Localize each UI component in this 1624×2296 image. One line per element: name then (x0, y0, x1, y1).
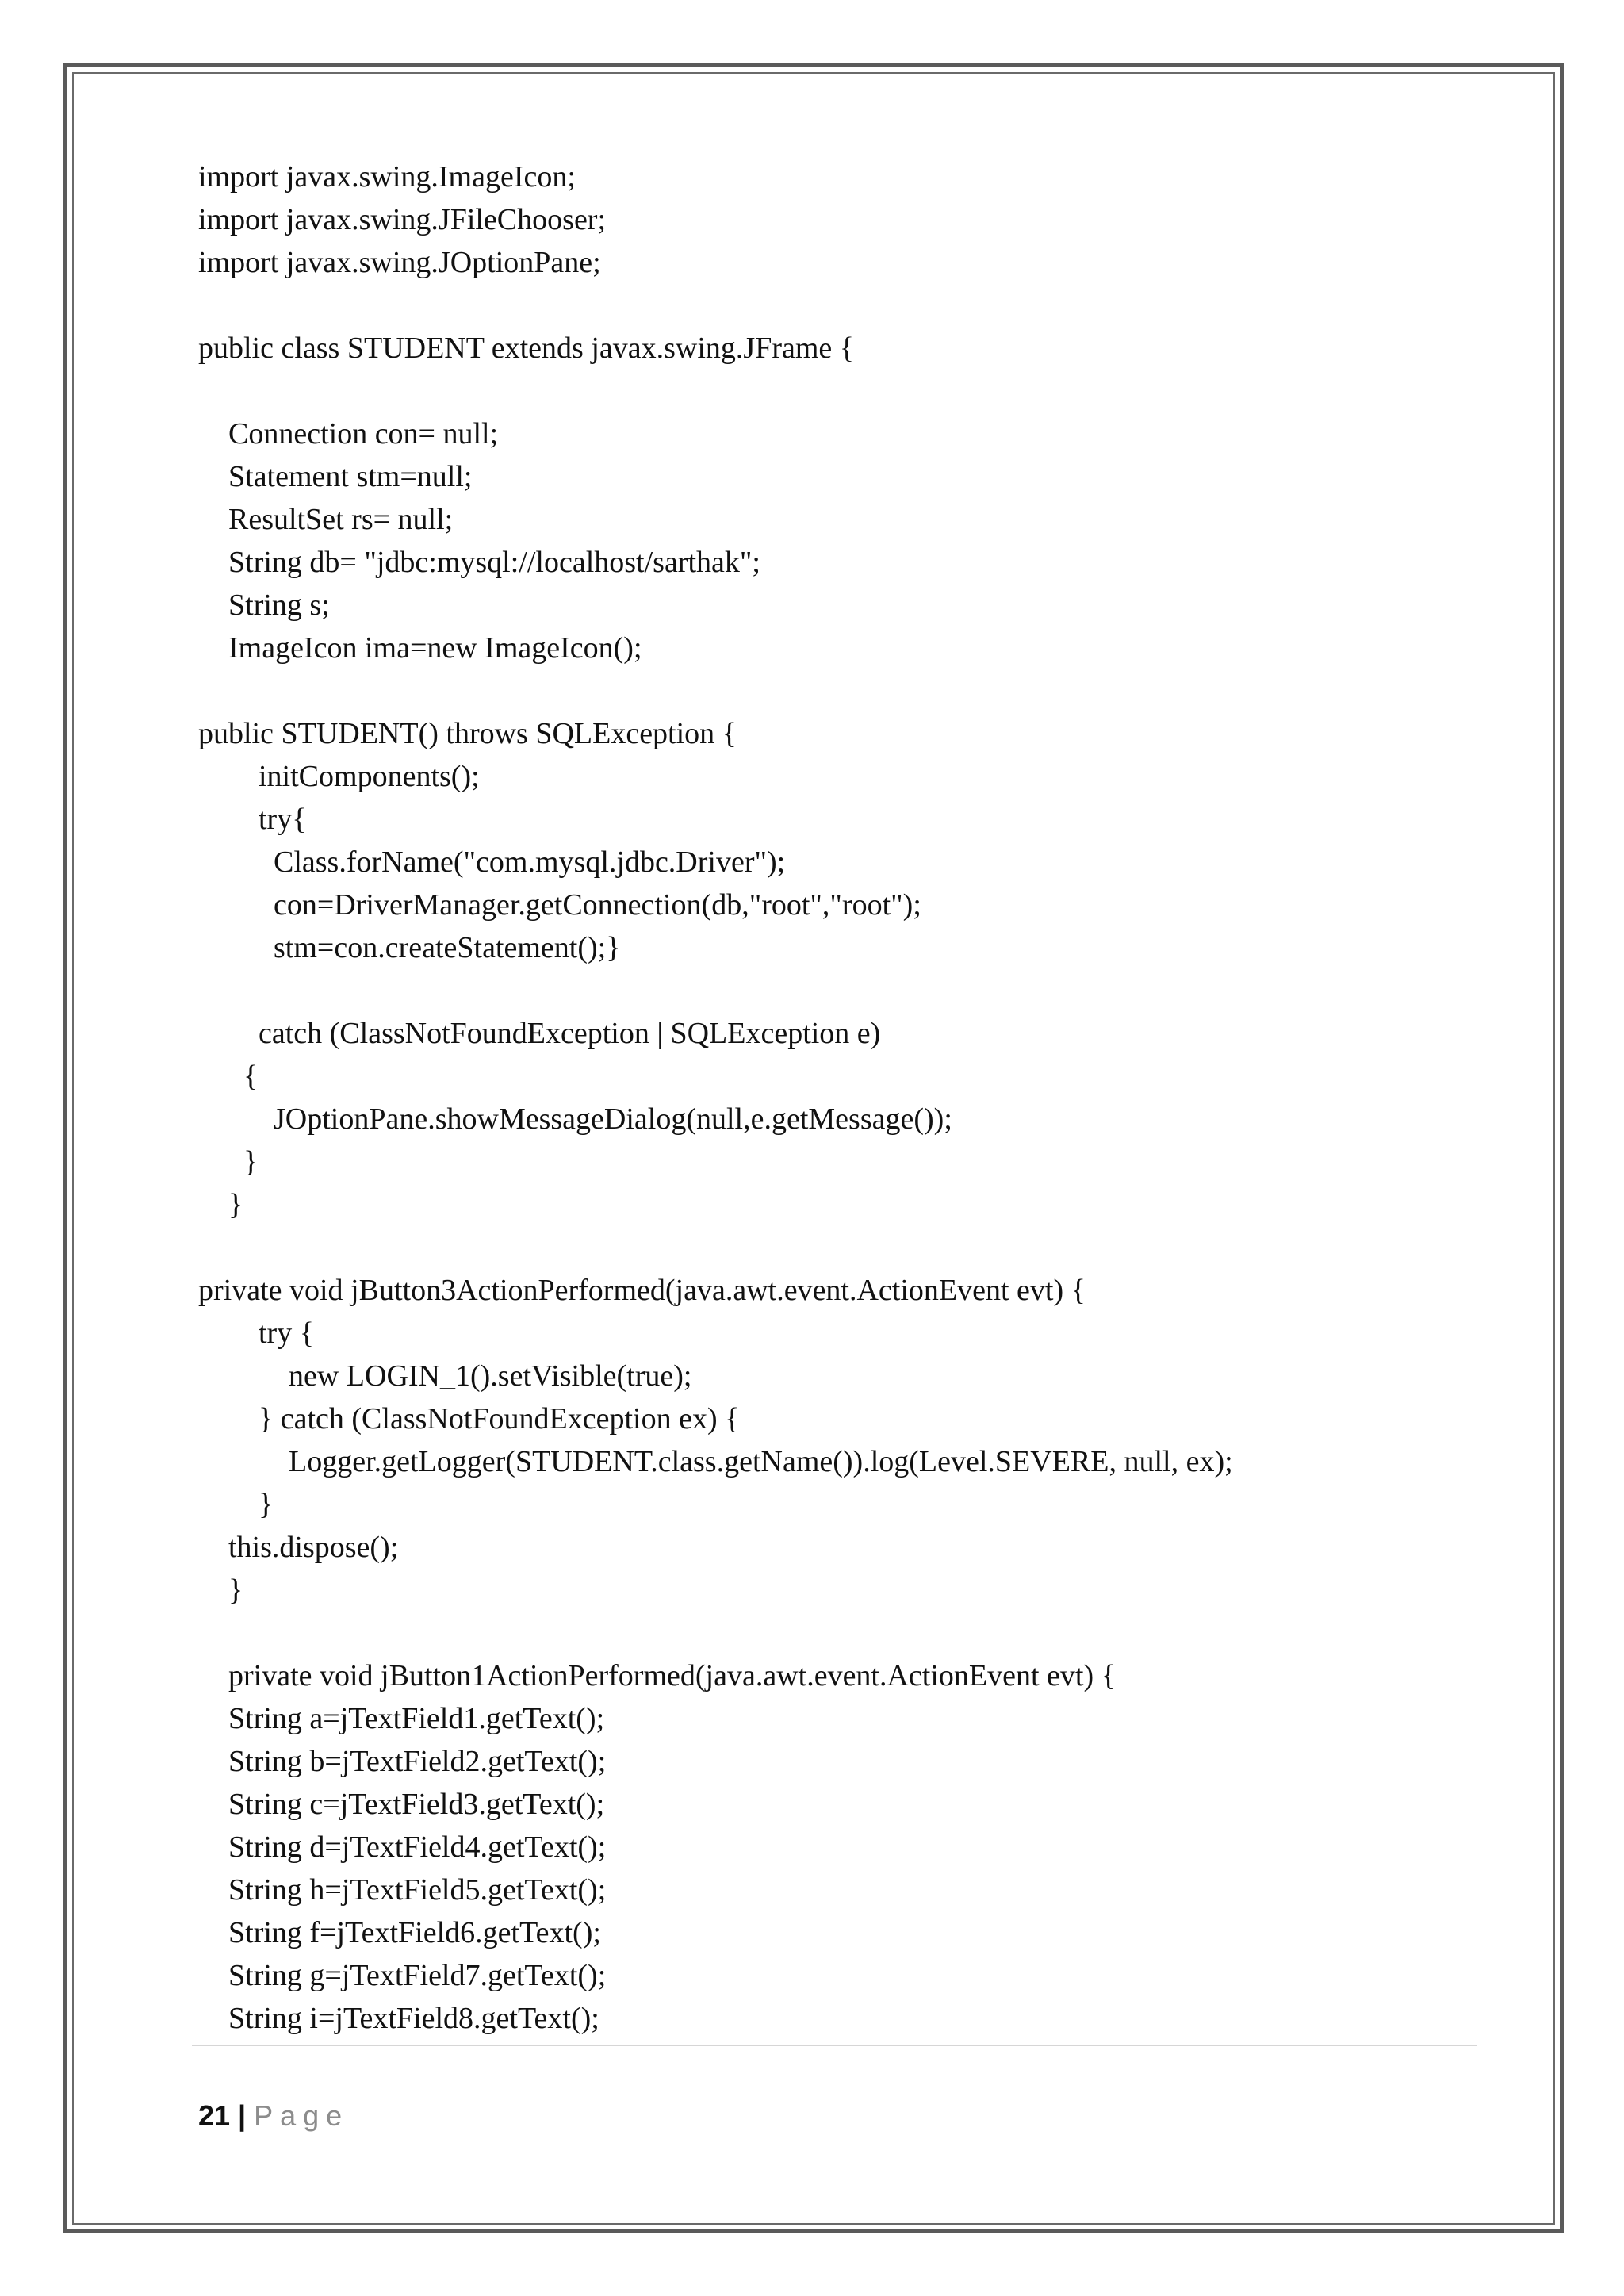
code-line (198, 370, 1483, 412)
code-line: } (198, 1488, 274, 1521)
code-line (198, 1226, 1483, 1269)
code-listing (198, 155, 1483, 2040)
code-line: public class STUDENT extends javax.swing.JFrame { (198, 332, 855, 365)
code-line: import javax.swing.ImageIcon; (198, 160, 576, 194)
code-line: import javax.swing.JOptionPane; (198, 246, 601, 279)
code-line: { (198, 1060, 259, 1093)
code-line: private void jButton1ActionPerformed(java.awt.event.ActionEvent evt) { (198, 1659, 1116, 1692)
code-line: private void jButton3ActionPerformed(java.awt.event.ActionEvent evt) { (198, 1274, 1086, 1307)
footer-divider (192, 2045, 1477, 2046)
code-line: this.dispose(); (198, 1531, 399, 1564)
code-line: import javax.swing.JFileChooser; (198, 203, 607, 236)
code-line: ResultSet rs= null; (198, 503, 454, 536)
code-line: catch (ClassNotFoundException | SQLException e) (198, 1017, 881, 1050)
code-line: Class.forName("com.mysql.jdbc.Driver"); (198, 845, 786, 879)
code-line: stm=con.createStatement();} (198, 931, 621, 964)
code-line: Statement stm=null; (198, 460, 473, 493)
code-line: ImageIcon ima=new ImageIcon(); (198, 631, 642, 665)
code-line: String f=jTextField6.getText(); (198, 1916, 601, 1949)
code-line: Logger.getLogger(STUDENT.class.getName()).log(Level.SEVERE, null, ex); (198, 1445, 1233, 1478)
code-line (198, 669, 1483, 712)
code-line: } (198, 1188, 243, 1221)
code-line: initComponents(); (198, 760, 480, 793)
code-line: new LOGIN_1().setVisible(true); (198, 1359, 692, 1393)
code-line: String g=jTextField7.getText(); (198, 1959, 607, 1992)
code-line: String c=jTextField3.getText(); (198, 1788, 605, 1821)
code-line: String db= "jdbc:mysql://localhost/sarthak"; (198, 546, 760, 579)
code-line: } catch (ClassNotFoundException ex) { (198, 1402, 740, 1435)
code-line: String d=jTextField4.getText(); (198, 1830, 607, 1864)
code-line: String s; (198, 588, 330, 622)
code-line: try{ (198, 803, 307, 836)
code-line (198, 1612, 1483, 1654)
code-line: } (198, 1145, 259, 1179)
code-line: } (198, 1573, 243, 1607)
footer-separator: | (230, 2099, 255, 2132)
page-footer (198, 2099, 349, 2133)
code-line: String a=jTextField1.getText(); (198, 1702, 605, 1735)
code-line: String h=jTextField5.getText(); (198, 1873, 607, 1907)
code-line: JOptionPane.showMessageDialog(null,e.getMessage()); (198, 1102, 952, 1136)
code-line (198, 969, 1483, 1012)
code-line: con=DriverManager.getConnection(db,"root","root"); (198, 888, 921, 922)
page-label: Page (254, 2099, 350, 2132)
code-line: try { (198, 1317, 314, 1350)
code-line: public STUDENT() throws SQLException { (198, 717, 737, 750)
page-number: 21 (198, 2099, 231, 2132)
code-line (198, 284, 1483, 327)
code-line: String i=jTextField8.getText(); (198, 2002, 599, 2035)
code-line: String b=jTextField2.getText(); (198, 1745, 607, 1778)
code-line: Connection con= null; (198, 417, 499, 450)
